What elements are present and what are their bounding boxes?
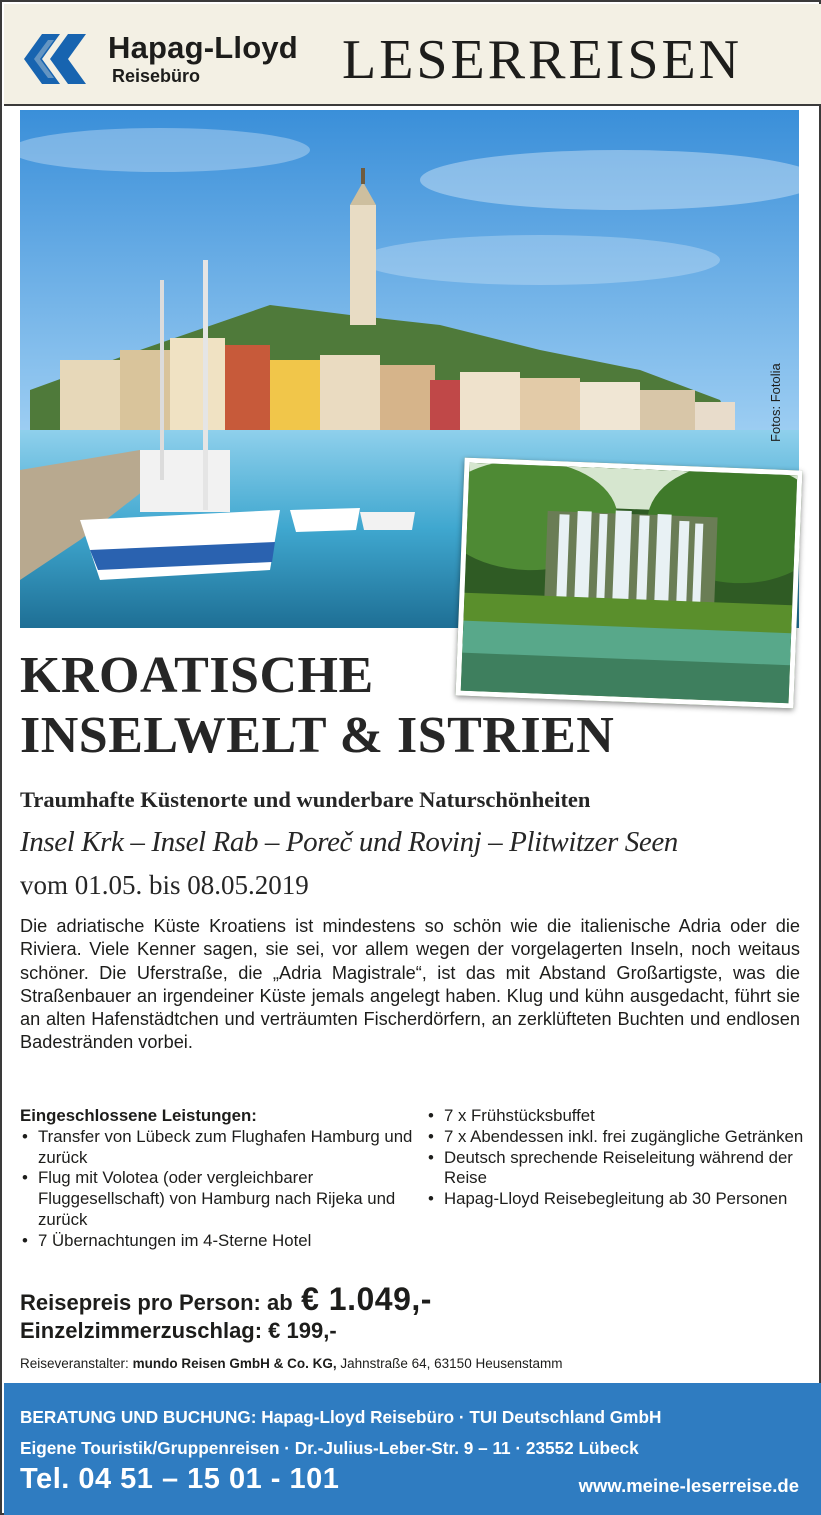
service-item: • 7 x Frühstücksbuffet bbox=[426, 1106, 806, 1127]
masthead-bar bbox=[4, 4, 821, 106]
brand-name: Hapag-Lloyd bbox=[108, 30, 298, 65]
headline-line1: KROATISCHE bbox=[20, 647, 374, 704]
photo-credit: Fotos: Fotolia bbox=[768, 363, 783, 442]
price-line bbox=[20, 1281, 432, 1318]
single-supplement: Einzelzimmerzuschlag: € 199,- bbox=[20, 1318, 337, 1343]
price-label: Reisepreis pro Person: ab bbox=[20, 1290, 293, 1315]
brand-subtitle: Reisebüro bbox=[112, 66, 201, 86]
footer-website-link[interactable]: www.meine-leserreise.de bbox=[578, 1475, 799, 1496]
service-item: • 7 Übernachtungen im 4-Sterne Hotel bbox=[20, 1231, 420, 1252]
service-item: • Hapag-Lloyd Reisebegleitung ab 30 Personen bbox=[426, 1189, 806, 1210]
organizer-prefix: Reiseveranstalter: bbox=[20, 1356, 129, 1371]
service-item: • Flug mit Volotea (oder vergleichbarer Fluggesellschaft) von Hamburg nach Rijeka und zurück bbox=[20, 1168, 420, 1230]
service-item: • Transfer von Lübeck zum Flughafen Hamburg und zurück bbox=[20, 1127, 420, 1169]
services-title: Eingeschlossene Leistungen: bbox=[20, 1106, 257, 1125]
footer-address: Eigene Touristik/Gruppenreisen · Dr.-Julius-Leber-Str. 9 – 11 · 23552 Lübeck bbox=[20, 1438, 639, 1458]
offer-dates: vom 01.05. bis 08.05.2019 bbox=[20, 870, 309, 900]
tour-organizer bbox=[20, 1356, 562, 1371]
offer-description: Die adriatische Küste Kroatiens ist mindestens so schön wie die italienische Adria oder die Riviera. Viele Kenner sagen, sie sei, vor allem wegen der vorgelagerten Inseln, noch weitaus schöner. Die Uferstraße, die „Adria Magistrale“, ist das mit Abstand Großartigste, was die Straßenbauer an irgendeiner Küste jemals angelegt haben. Klug und kühn ausgedacht, führt sie an alten Hafenstädtchen und verträumten Fischerdörfern, an zerklüfteten Buchten und endlosen Badestränden vorbei. bbox=[20, 916, 800, 1053]
service-item: • Deutsch sprechende Reiseleitung während der Reise bbox=[426, 1148, 806, 1190]
organizer-company: mundo Reisen GmbH & Co. KG, bbox=[132, 1356, 337, 1371]
footer-booking-info: BERATUNG UND BUCHUNG: Hapag-Lloyd Reisebüro · TUI Deutschland GmbH bbox=[20, 1407, 662, 1427]
masthead-title: LESERREISEN bbox=[342, 29, 743, 91]
price-value: € 1.049,- bbox=[301, 1281, 432, 1317]
hapag-lloyd-logo bbox=[20, 30, 100, 88]
offer-places: Insel Krk – Insel Rab – Poreč und Rovinj – Plitwitzer Seen bbox=[20, 826, 678, 858]
headline-line2: INSELWELT & ISTRIEN bbox=[20, 707, 615, 764]
offer-subline: Traumhafte Küstenorte und wunderbare Naturschönheiten bbox=[20, 787, 591, 812]
services-column-right bbox=[426, 1106, 806, 1210]
offer-headline bbox=[20, 646, 614, 766]
footer-phone[interactable]: Tel. 04 51 – 15 01 - 101 bbox=[20, 1463, 340, 1495]
services-column-left bbox=[20, 1106, 420, 1252]
booking-footer bbox=[4, 1383, 821, 1515]
service-item: • 7 x Abendessen inkl. frei zugängliche Getränken bbox=[426, 1127, 806, 1148]
organizer-address: Jahnstraße 64, 63150 Heusenstamm bbox=[340, 1356, 563, 1371]
